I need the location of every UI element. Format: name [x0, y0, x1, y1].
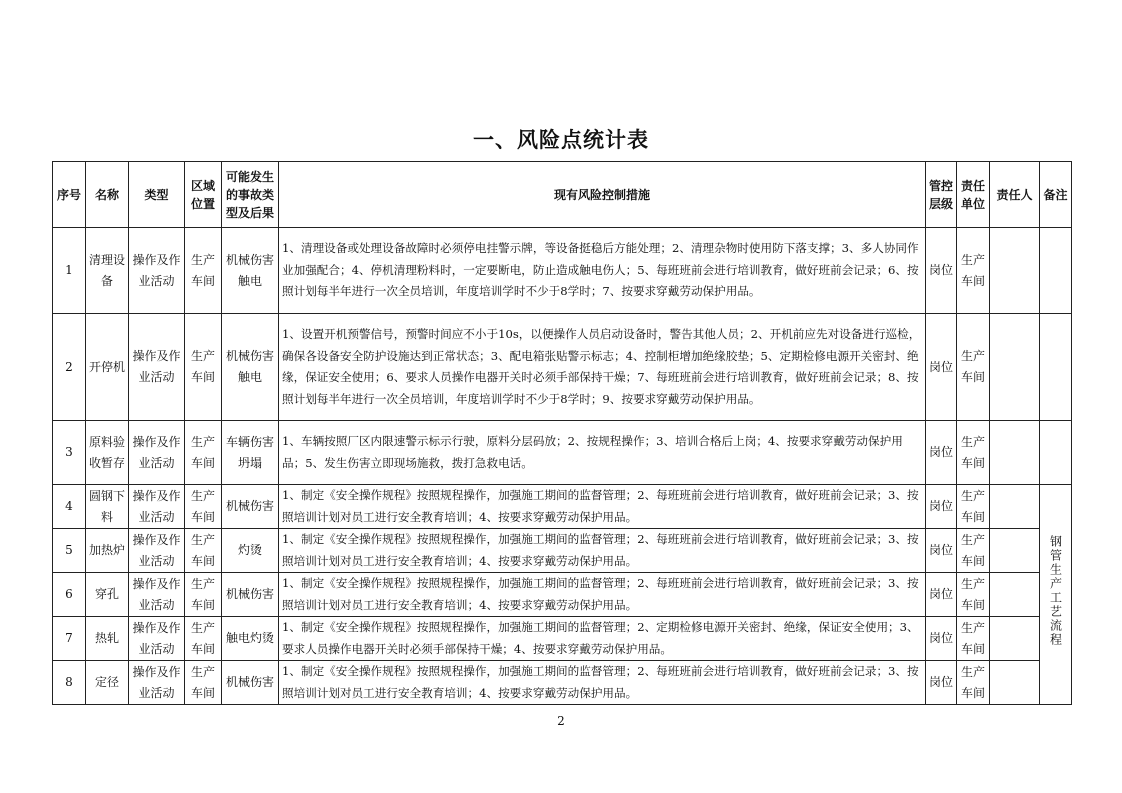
header-remark: 备注 [1040, 162, 1072, 228]
cell-person [990, 485, 1040, 529]
header-name: 名称 [86, 162, 129, 228]
cell-measures: 1、制定《安全操作规程》按照规程操作，加强施工期间的监督管理；2、每班班前会进行培训教育，做好班前会记录；3、按照培训计划对员工进行安全教育培训；4、按要求穿戴劳动保护用品。 [279, 529, 926, 573]
cell-area: 生产车间 [185, 529, 222, 573]
cell-consequence: 灼烫 [222, 529, 279, 573]
cell-remark [1040, 421, 1072, 485]
cell-level: 岗位 [926, 314, 957, 421]
cell-measures: 1、制定《安全操作规程》按照规程操作，加强施工期间的监督管理；2、定期检修电源开关密封、绝缘，保证安全使用；3、要求人员操作电器开关时必须手部保持干燥；4、按要求穿戴劳动保护用品。 [279, 617, 926, 661]
cell-unit: 生产车间 [957, 617, 990, 661]
cell-level: 岗位 [926, 617, 957, 661]
table-row [53, 661, 1072, 705]
cell-area: 生产车间 [185, 661, 222, 705]
cell-person [990, 617, 1040, 661]
cell-remark [1040, 228, 1072, 314]
page-title: 一、风险点统计表 [473, 127, 649, 152]
cell-remark [1040, 314, 1072, 421]
cell-name: 清理设备 [86, 228, 129, 314]
cell-consequence: 触电灼烫 [222, 617, 279, 661]
table-row [53, 421, 1072, 485]
cell-person [990, 314, 1040, 421]
header-seq: 序号 [53, 162, 86, 228]
cell-unit: 生产车间 [957, 529, 990, 573]
cell-name: 定径 [86, 661, 129, 705]
cell-type: 操作及作业活动 [129, 617, 185, 661]
header-person: 责任人 [990, 162, 1040, 228]
cell-seq: 3 [53, 421, 86, 485]
header-measures: 现有风险控制措施 [279, 162, 926, 228]
table-header-row [53, 162, 1072, 228]
cell-consequence: 机械伤害 [222, 485, 279, 529]
cell-level: 岗位 [926, 485, 957, 529]
table-row [53, 573, 1072, 617]
cell-unit: 生产车间 [957, 485, 990, 529]
cell-name: 穿孔 [86, 573, 129, 617]
cell-seq: 6 [53, 573, 86, 617]
header-unit: 责任单位 [957, 162, 990, 228]
table-row [53, 314, 1072, 421]
cell-type: 操作及作业活动 [129, 228, 185, 314]
cell-level: 岗位 [926, 529, 957, 573]
cell-consequence: 机械伤害触电 [222, 228, 279, 314]
header-type: 类型 [129, 162, 185, 228]
cell-name: 热轧 [86, 617, 129, 661]
cell-type: 操作及作业活动 [129, 314, 185, 421]
cell-consequence: 机械伤害 [222, 573, 279, 617]
table-row [53, 617, 1072, 661]
cell-level: 岗位 [926, 573, 957, 617]
cell-level: 岗位 [926, 661, 957, 705]
cell-area: 生产车间 [185, 617, 222, 661]
cell-area: 生产车间 [185, 314, 222, 421]
cell-unit: 生产车间 [957, 573, 990, 617]
cell-consequence: 车辆伤害坍塌 [222, 421, 279, 485]
table-row [53, 228, 1072, 314]
cell-area: 生产车间 [185, 421, 222, 485]
cell-name: 原料验收暂存 [86, 421, 129, 485]
cell-seq: 1 [53, 228, 86, 314]
cell-unit: 生产车间 [957, 228, 990, 314]
cell-seq: 5 [53, 529, 86, 573]
cell-consequence: 机械伤害 [222, 661, 279, 705]
cell-level: 岗位 [926, 228, 957, 314]
cell-name: 圆钢下料 [86, 485, 129, 529]
cell-type: 操作及作业活动 [129, 485, 185, 529]
cell-type: 操作及作业活动 [129, 661, 185, 705]
cell-seq: 7 [53, 617, 86, 661]
remark-text: 钢管生产工艺流程 [1048, 535, 1063, 647]
cell-unit: 生产车间 [957, 314, 990, 421]
cell-unit: 生产车间 [957, 421, 990, 485]
page-number: 2 [557, 714, 565, 728]
header-consequence: 可能发生的事故类型及后果 [222, 162, 279, 228]
cell-level: 岗位 [926, 421, 957, 485]
cell-seq: 4 [53, 485, 86, 529]
cell-measures: 1、制定《安全操作规程》按照规程操作，加强施工期间的监督管理；2、每班班前会进行培训教育，做好班前会记录；3、按照培训计划对员工进行安全教育培训；4、按要求穿戴劳动保护用品。 [279, 485, 926, 529]
cell-type: 操作及作业活动 [129, 421, 185, 485]
cell-person [990, 661, 1040, 705]
cell-type: 操作及作业活动 [129, 573, 185, 617]
cell-person [990, 573, 1040, 617]
cell-measures: 1、车辆按照厂区内限速警示标示行驶，原料分层码放；2、按规程操作；3、培训合格后上岗；4、按要求穿戴劳动保护用品；5、发生伤害立即现场施救，拨打急救电话。 [279, 421, 926, 485]
cell-area: 生产车间 [185, 485, 222, 529]
cell-measures: 1、制定《安全操作规程》按照规程操作，加强施工期间的监督管理；2、每班班前会进行培训教育，做好班前会记录；3、按照培训计划对员工进行安全教育培训；4、按要求穿戴劳动保护用品。 [279, 661, 926, 705]
cell-person [990, 228, 1040, 314]
header-area: 区域位置 [185, 162, 222, 228]
risk-point-table [52, 161, 1072, 705]
cell-type: 操作及作业活动 [129, 529, 185, 573]
table-row [53, 485, 1072, 529]
cell-area: 生产车间 [185, 228, 222, 314]
cell-measures: 1、设置开机预警信号，预警时间应不小于10s，以便操作人员启动设备时，警告其他人员；2、开机前应先对设备进行巡检，确保各设备安全防护设施达到正常状态；3、配电箱张贴警示标志；4、控制柜增加绝缘胶垫；5、定期检修电源开关密封、绝缘，保证安全使用；6、要求人员操作电器开关时必须手部保持干燥；7、每班班前会进行培训教育，做好班前会记录；8、按照计划每半年进行一次全员培训，年度培训学时不少于8学时；9、按要求穿戴劳动保护用品。 [279, 314, 926, 421]
cell-area: 生产车间 [185, 573, 222, 617]
cell-name: 开停机 [86, 314, 129, 421]
table-row [53, 529, 1072, 573]
cell-seq: 8 [53, 661, 86, 705]
cell-person [990, 421, 1040, 485]
cell-unit: 生产车间 [957, 661, 990, 705]
cell-remark-merged [1040, 485, 1072, 705]
cell-measures: 1、制定《安全操作规程》按照规程操作，加强施工期间的监督管理；2、每班班前会进行培训教育，做好班前会记录；3、按照培训计划对员工进行安全教育培训；4、按要求穿戴劳动保护用品。 [279, 573, 926, 617]
cell-consequence: 机械伤害触电 [222, 314, 279, 421]
cell-seq: 2 [53, 314, 86, 421]
header-level: 管控层级 [926, 162, 957, 228]
cell-name: 加热炉 [86, 529, 129, 573]
cell-person [990, 529, 1040, 573]
cell-measures: 1、清理设备或处理设备故障时必须停电挂警示牌，等设备挺稳后方能处理；2、清理杂物时使用防下落支撑；3、多人协同作业加强配合；4、停机清理粉料时，一定要断电，防止造成触电伤人；5、每班班前会进行培训教育，做好班前会记录；6、按照计划每半年进行一次全员培训，年度培训学时不少于8学时；7、按要求穿戴劳动保护用品。 [279, 228, 926, 314]
